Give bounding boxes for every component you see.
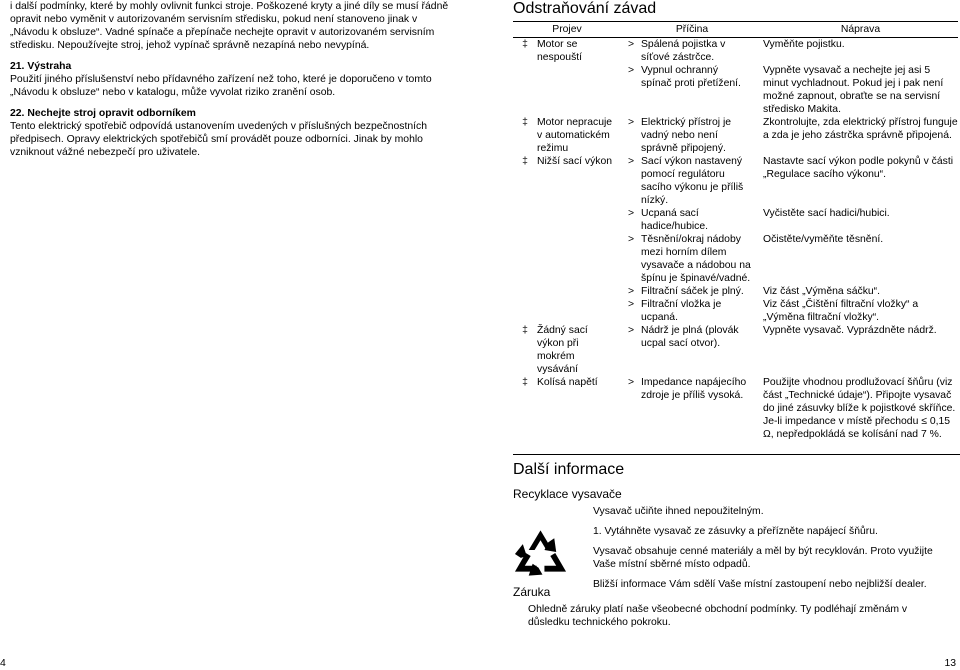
recycling-p3: Bližší informace Vám sdělí Vaše místní zastoupení nebo nejbližší dealer. <box>593 579 927 590</box>
cause-arrow: > <box>627 299 635 310</box>
remedy-cell: Viz část „Výměna sáčku“. <box>763 286 881 297</box>
problem-bullet <box>513 285 537 298</box>
intro-paragraph: i další podmínky, které by mohly ovlivnit funkci stroje. Poškozené kryty a jiné díly se musí řádně opravit nebo vyměnit v autorizovaném servisním středisku, pokud není stanoveno jinak v „Návodu k obsluze“. Vadné spínače a přepínače nechejte opravit v autorizovaném servisním středisku. Nepoužívejte stroj, jehož vypínač správně nezapíná nebo nevypíná. <box>10 1 449 51</box>
problem-cell <box>537 285 621 298</box>
cause-arrow: > <box>627 117 635 128</box>
cause-arrow: > <box>627 377 635 388</box>
problem-cell <box>537 64 621 116</box>
problem-cell: Motor se nespouští <box>537 39 583 63</box>
cause-arrow: > <box>627 39 635 50</box>
header-problem: Projev <box>513 22 621 38</box>
problem-bullet <box>513 233 537 285</box>
table-row <box>513 155 958 207</box>
table-row <box>513 233 958 285</box>
cause-cell: Vypnul ochranný spínač proti přetížení. <box>641 65 741 89</box>
section-21-text: Použití jiného příslušenství nebo přídavného zařízení než toho, které je doporučeno v tomto „Návodu k obsluze“ nebo v katalogu, může vyvolat riziko zranění osob. <box>10 74 432 98</box>
table-header-row <box>513 22 958 38</box>
header-cause: Příčina <box>621 22 763 38</box>
problem-bullet <box>513 207 537 233</box>
problem-bullet: ‡ <box>522 325 528 336</box>
remedy-cell: Použijte vhodnou prodlužovací šňůru (viz část „Technické údaje“). Připojte vysavač do jiné zásuvky blíže k pojistkové skříňce. Je-li impedance v místě přechodu ≤ 0,15 Ω, nepředpokládá se kolísání nad 7 %. <box>763 377 956 440</box>
cause-cell: Spálená pojistka v síťové zástrčce. <box>641 39 726 63</box>
table-row <box>513 64 958 116</box>
info-title: Další informace <box>513 461 625 478</box>
table-row <box>513 298 958 324</box>
problem-bullet: ‡ <box>522 156 528 167</box>
problem-cell <box>537 207 621 233</box>
header-remedy: Náprava <box>763 22 958 38</box>
section-22-title: 22. Nechejte stroj opravit odborníkem <box>10 108 196 119</box>
cause-arrow: > <box>627 234 635 245</box>
problem-cell: Žádný sací výkon při mokrém vysávání <box>537 325 588 375</box>
table-row <box>513 324 958 376</box>
section-22-text: Tento elektrický spotřebič odpovídá ustanovením uvedených v příslušných bezpečnostních předpisech. Opravy elektrických spotřebičů smí provádět pouze odborníci. Jinak by mohlo vzniknout vážné nebezpečí pro uživatele. <box>10 121 428 158</box>
cause-cell: Elektrický přístroj je vadný nebo není správně připojený. <box>641 117 732 154</box>
recycling-p2: Vysavač obsahuje cenné materiály a měl by být recyklován. Proto využijte Vaše místní sběrné místo odpadů. <box>593 546 933 570</box>
recycling-text <box>593 505 953 598</box>
section-21-title: 21. Výstraha <box>10 61 72 72</box>
left-column <box>10 0 450 167</box>
right-column <box>513 0 958 441</box>
problem-cell: Motor nepracuje v automatickém režimu <box>537 117 613 154</box>
cause-arrow: > <box>627 208 635 219</box>
recycle-icon <box>513 528 568 578</box>
warranty-text: Ohledně záruky platí naše všeobecné obchodní podmínky. Ty podléhají změnám v důsledku technického pokroku. <box>528 604 908 628</box>
cause-arrow: > <box>627 65 635 76</box>
table-row <box>513 285 958 298</box>
problem-bullet <box>513 298 537 324</box>
cause-arrow: > <box>627 325 635 336</box>
problem-cell: Kolísá napětí <box>537 377 598 388</box>
cause-cell: Ucpaná sací hadice/hubice. <box>641 208 709 232</box>
remedy-cell: Viz část „Čištění filtrační vložky“ a „Výměna filtrační vložky“. <box>763 299 919 323</box>
problem-bullet: ‡ <box>522 377 528 388</box>
section-divider <box>513 454 960 455</box>
cause-arrow: > <box>627 286 635 297</box>
problem-cell <box>537 233 621 285</box>
table-row <box>513 207 958 233</box>
page-number-left: 4 <box>0 658 6 669</box>
table-row <box>513 116 958 155</box>
page-number-right: 13 <box>944 658 956 669</box>
cause-cell: Filtrační sáček je plný. <box>641 286 744 297</box>
remedy-cell: Očistěte/vyměňte těsnění. <box>763 234 884 245</box>
troubleshooting-title: Odstraňování závad <box>513 0 657 17</box>
recycling-title: Recyklace vysavače <box>513 487 622 501</box>
problem-bullet: ‡ <box>522 39 528 50</box>
remedy-cell: Vyměňte pojistku. <box>763 39 845 50</box>
problem-bullet: ‡ <box>522 117 528 128</box>
recycling-step-1: 1. Vytáhněte vysavač ze zásuvky a přeřízněte napájecí šňůru. <box>593 526 878 537</box>
cause-cell: Nádrž je plná (plovák ucpal sací otvor). <box>641 325 739 349</box>
remedy-cell: Vyčistěte sací hadici/hubici. <box>763 208 890 219</box>
cause-arrow: > <box>627 156 635 167</box>
recycling-p1: Vysavač učiňte ihned nepoužitelným. <box>593 506 764 517</box>
cause-cell: Sací výkon nastavený pomocí regulátoru sacího výkonu je příliš nízký. <box>641 156 744 206</box>
cause-cell: Impedance napájecího zdroje je příliš vysoká. <box>641 377 747 401</box>
problem-cell: Nižší sací výkon <box>537 156 613 167</box>
troubleshooting-table <box>513 21 958 441</box>
problem-bullet <box>513 64 537 116</box>
remedy-cell: Zkontrolujte, zda elektrický přístroj funguje a zda je jeho zástrčka správně připojená. <box>763 117 958 141</box>
remedy-cell: Nastavte sací výkon podle pokynů v části „Regulace sacího výkonu“. <box>763 156 954 180</box>
table-row <box>513 38 958 65</box>
table-row <box>513 376 958 441</box>
remedy-cell: Vypněte vysavač. Vyprázdněte nádrž. <box>763 325 937 336</box>
table-body <box>513 38 958 442</box>
problem-cell <box>537 298 621 324</box>
cause-cell: Filtrační vložka je ucpaná. <box>641 299 722 323</box>
warranty-title: Záruka <box>513 585 551 599</box>
remedy-cell: Vypněte vysavač a nechejte jej asi 5 minut vychladnout. Pokud jej i pak není možné zapnout, obraťte se na servisní středisko Makita. <box>763 65 944 115</box>
cause-cell: Těsnění/okraj nádoby mezi horním dílem vysavače a nádobou na špínu je špinavé/vadné. <box>641 234 751 284</box>
